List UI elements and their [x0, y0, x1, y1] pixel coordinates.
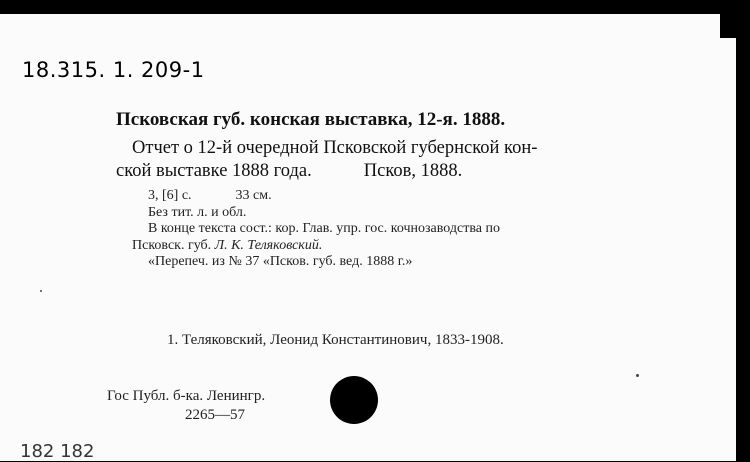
title-block	[116, 137, 692, 183]
card-notch	[720, 0, 750, 38]
shelfmark: 18.315. 1. 209-1	[22, 58, 205, 82]
size: 33 см.	[235, 188, 272, 203]
library-name: Гос Публ. б-ка. Ленингр.	[107, 388, 266, 404]
accession-number: 2265—57	[185, 407, 245, 423]
title-line-2	[116, 160, 692, 183]
title-line-2-text: ской выставке 1888 года.	[116, 161, 312, 181]
note-title-page: Без тит. л. и обл.	[148, 204, 247, 220]
note-compiler-cont	[132, 238, 693, 255]
ink-speck	[636, 374, 639, 377]
note-reprint: «Перепеч. из № 37 «Псков. губ. вед. 1888 г.»	[148, 254, 413, 269]
note-compiler-region: Псковск. губ.	[132, 237, 212, 253]
compiler-name: Л. К. Теляковский.	[214, 237, 323, 253]
pagination: 3, [6] с.	[148, 188, 192, 203]
card-heading: Псковская губ. конская выставка, 12-я. 1888.	[116, 109, 506, 130]
title-line-1: Отчет о 12-й очередной Псковской губернской кон-	[132, 138, 538, 158]
description-block	[132, 188, 693, 271]
note-compiler: В конце текста сост.: кор. Глав. упр. гос. кочнозаводства по	[148, 221, 500, 236]
added-entry: 1. Теляковский, Леонид Константинович, 1833-1908.	[167, 332, 504, 348]
library-stamp	[107, 387, 265, 425]
imprint: Псков, 1888.	[363, 161, 463, 181]
pagination-line	[148, 188, 693, 205]
ink-speck	[40, 290, 42, 292]
punch-hole	[330, 376, 378, 424]
footer-mark: 182 182	[20, 441, 95, 462]
